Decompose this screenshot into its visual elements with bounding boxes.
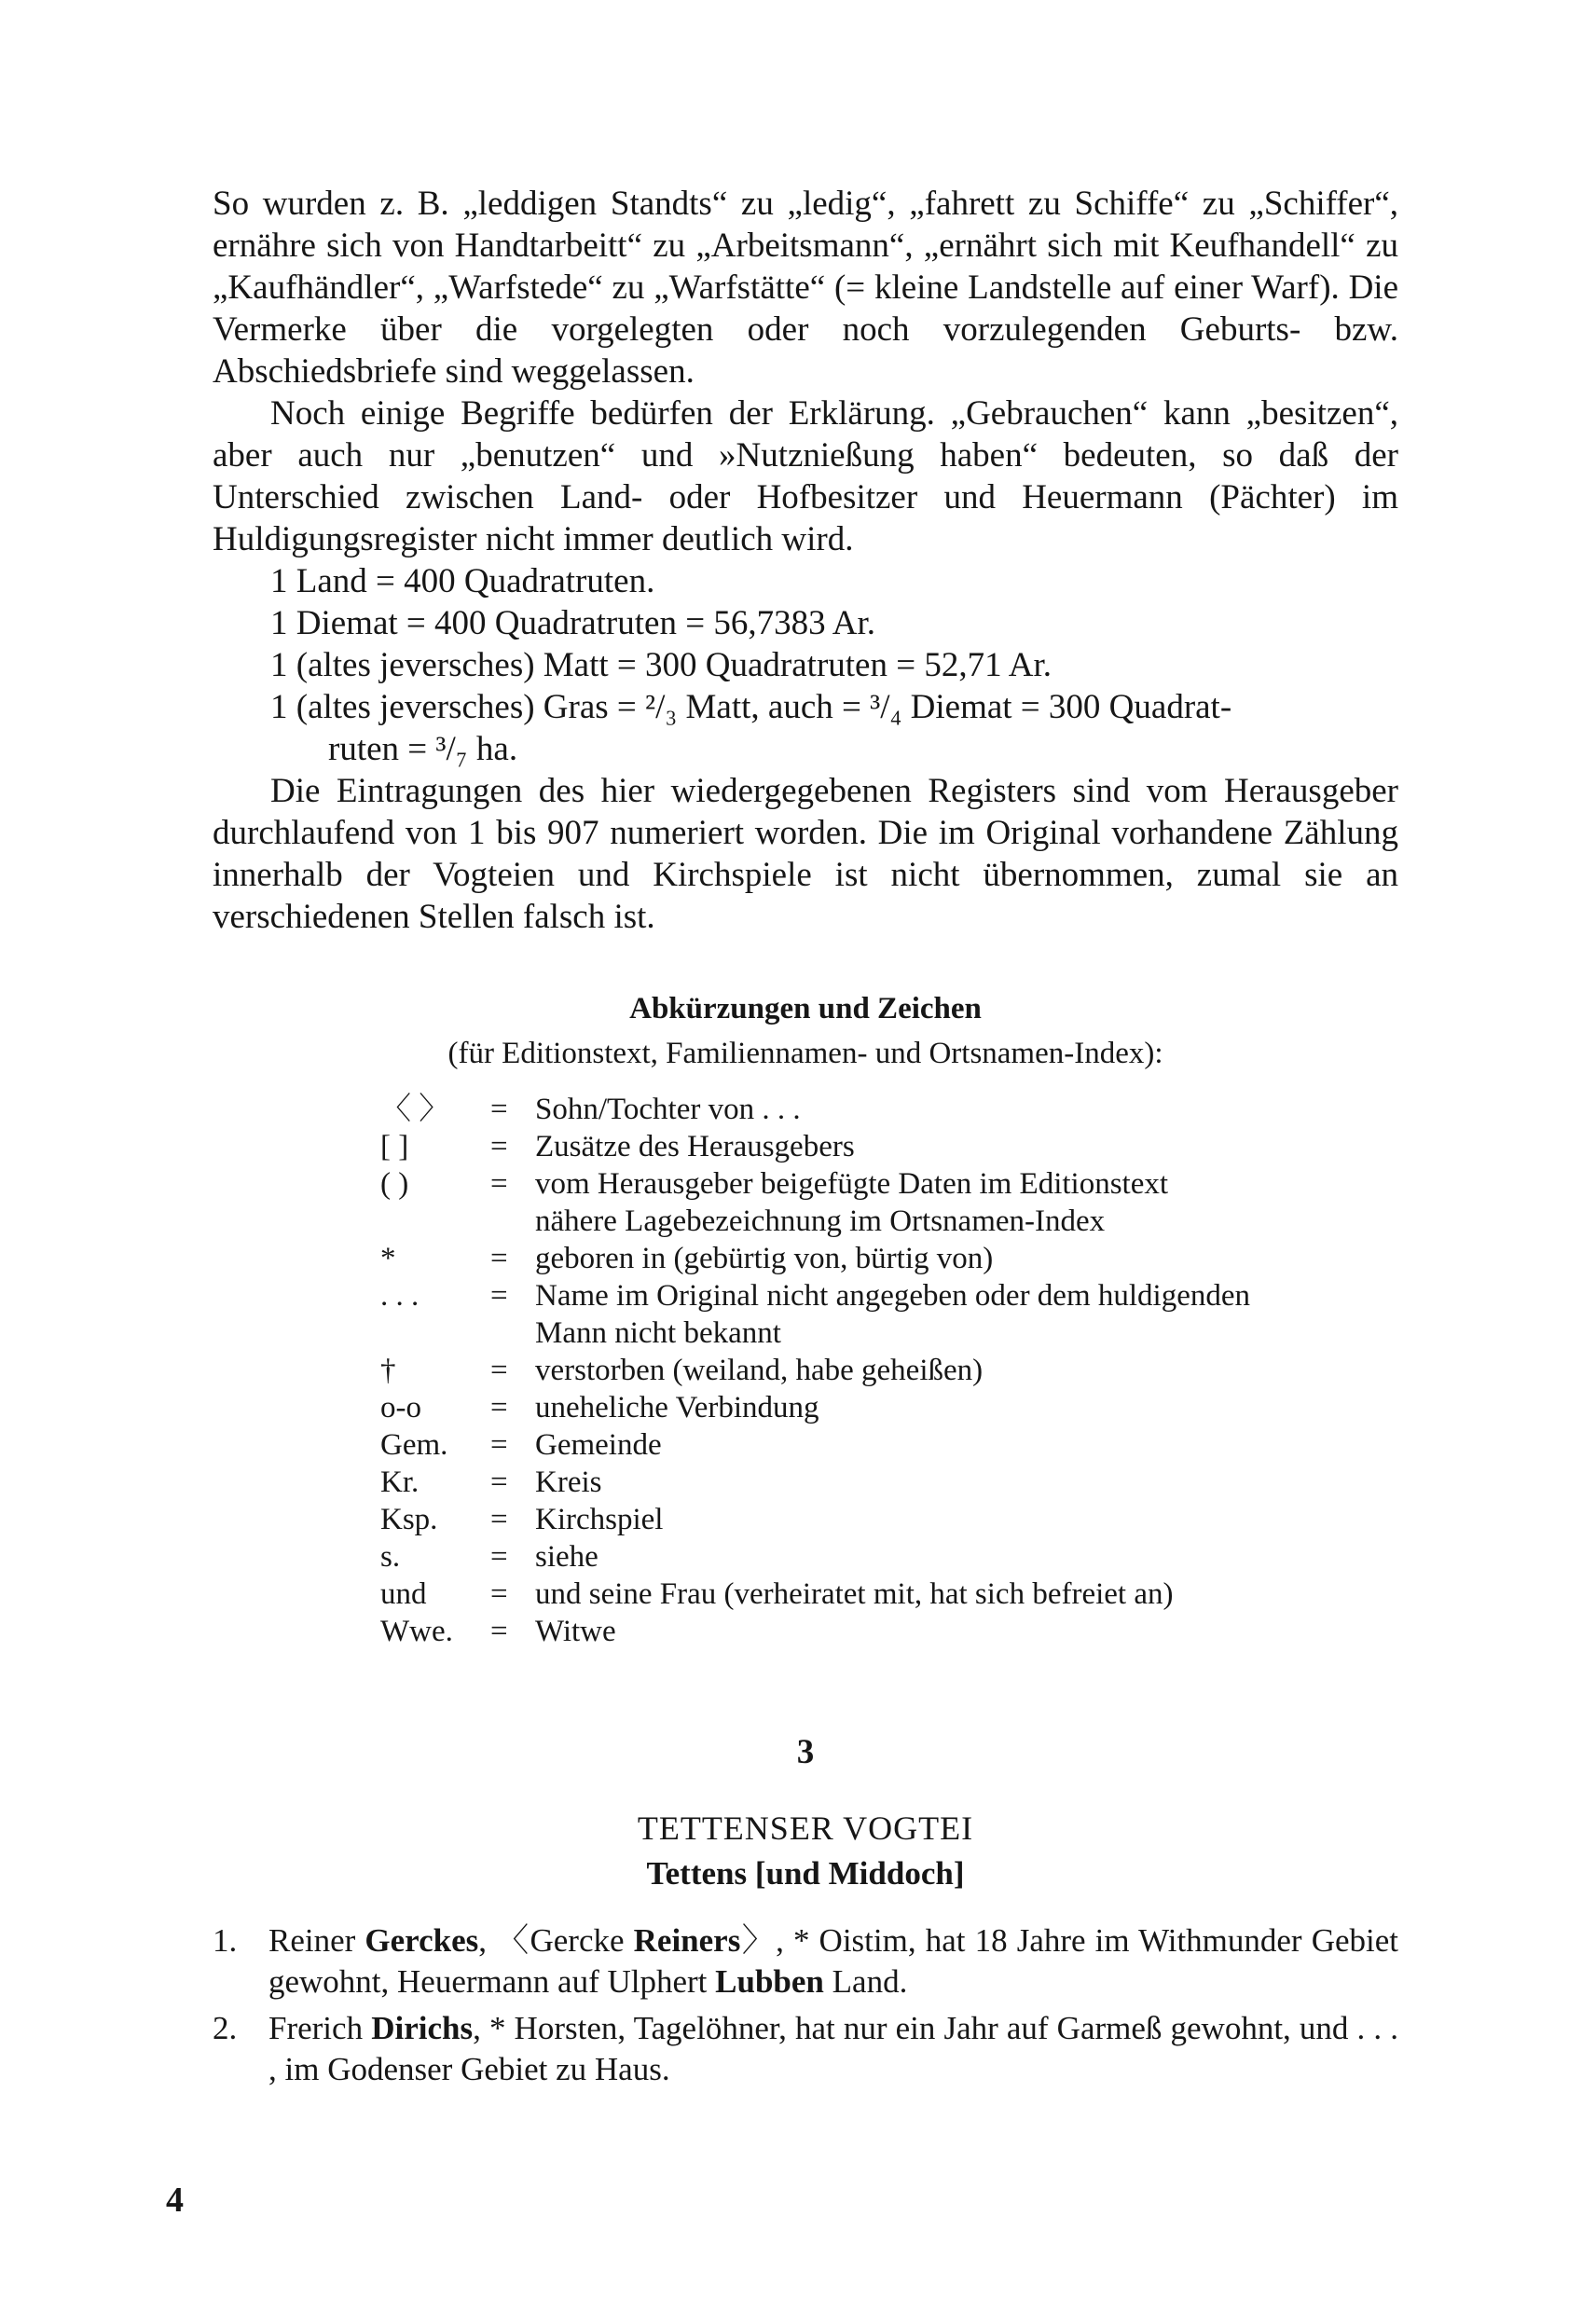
abbreviation-definition: siehe [535, 1540, 598, 1574]
abbreviation-symbol: und [380, 1577, 427, 1611]
abbreviation-symbol: Gem. [380, 1428, 448, 1462]
intro-paragraph-2: Noch einige Begriffe bedürfen der Erklärung. „Gebrauchen“ kann „besitzen“, aber auch nur „benutzen“ und »Nutznießung haben“ bedeuten, so daß der Unterschied zwischen Land- oder Hofbesitzer und Heuermann (Pächter) im Huldigungsregister nicht immer deutlich wird. [213, 394, 1398, 558]
abbreviation-definition: uneheliche Verbindung [535, 1391, 819, 1424]
abbreviation-symbol: 〈 〉 [380, 1093, 450, 1126]
unit-definition: 1 Diemat = 400 Quadratruten = 56,7383 Ar. [270, 604, 876, 642]
unit-definition-gras [270, 686, 1398, 770]
unit-definition: 1 Land = 400 Quadratruten. [270, 562, 655, 600]
abbreviations-list [380, 1091, 1369, 1650]
intro-paragraph-1: So wurden z. B. „leddigen Standts“ zu „ledig“, „fahrett zu Schiffe“ zu „Schiffer“, ernähre sich von Handtarbeitt“ zu „Arbeitsmann“, „ernährt sich mit Keufhandell“ zu „Kaufhändler“, „Warfstede“ zu „Warfstätte“ (= kleine Landstelle auf einer Warf). Die Vermerke über die vorgelegten oder noch vorzulegenden Geburts- bzw. Abschiedsbriefe sind weggelassen. [213, 185, 1398, 391]
equals-sign: = [490, 1428, 508, 1462]
abbreviation-symbol: Kr. [380, 1466, 420, 1499]
definition-line: Name im Original nicht angegeben oder dem huldigenden [535, 1279, 1251, 1313]
section-number: 3 [796, 1733, 815, 1771]
equals-sign: = [490, 1167, 508, 1201]
abbreviation-row [380, 1128, 1369, 1165]
section-title: TETTENSER VOGTEI [637, 1810, 974, 1847]
abbreviation-row [380, 1091, 1369, 1128]
abbreviation-definition: geboren in (gebürtig von, bürtig von) [535, 1242, 994, 1275]
register-entries [213, 1920, 1398, 2096]
equals-sign: = [490, 1391, 508, 1424]
register-entry [213, 2008, 1398, 2090]
abbreviation-symbol: . . . [380, 1279, 420, 1313]
abbreviation-row [380, 1277, 1369, 1352]
abbreviation-definition: Kreis [535, 1466, 602, 1499]
abbreviation-row [380, 1501, 1369, 1538]
abbreviation-symbol: Ksp. [380, 1503, 438, 1536]
abbreviation-row [380, 1389, 1369, 1426]
abbreviation-row [380, 1426, 1369, 1464]
intro-section [213, 183, 1398, 938]
abbreviation-row [380, 1352, 1369, 1389]
abbreviation-row [380, 1576, 1369, 1613]
entry-text-part: Frerich [268, 2010, 372, 2046]
abbreviation-symbol: [ ] [380, 1130, 409, 1163]
entry-text [268, 2008, 1398, 2090]
abbreviations-subtitle: (für Editionstext, Familiennamen- und Ortsnamen-Index): [447, 1037, 1163, 1070]
abbreviation-definition: verstorben (weiland, habe geheißen) [535, 1354, 984, 1387]
abbreviation-symbol: ( ) [380, 1167, 409, 1201]
entry-text-part: 〉, * Oistim, hat 18 Jahre im Withmunder Gebiet gewohnt, Heuermann auf Ulphert [268, 1922, 1398, 2000]
equals-sign: = [490, 1466, 508, 1499]
equals-sign: = [490, 1615, 508, 1648]
equals-sign: = [490, 1130, 508, 1163]
abbreviation-row [380, 1464, 1369, 1501]
abbreviation-definition: Kirchspiel [535, 1503, 664, 1536]
entry-text-part: Reiner [268, 1922, 365, 1959]
section-subtitle: Tettens [und Middoch] [646, 1855, 965, 1892]
abbreviation-row [380, 1240, 1369, 1277]
abbreviation-definition: Zusätze des Herausgebers [535, 1130, 855, 1163]
abbreviation-row [380, 1165, 1369, 1240]
definition-line: vom Herausgeber beigefügte Daten im Editionstext [535, 1167, 1169, 1201]
surname: Lubben [715, 1963, 824, 2000]
abbreviation-row [380, 1538, 1369, 1576]
abbreviation-definition [535, 1277, 1369, 1352]
entry-number: 2. [213, 2010, 238, 2046]
abbreviation-definition: Witwe [535, 1615, 616, 1648]
equals-sign: = [490, 1540, 508, 1574]
surname: Gerckes [365, 1922, 479, 1959]
abbreviation-symbol: s. [380, 1540, 401, 1574]
surname: Reiners [633, 1922, 741, 1959]
abbreviation-definition: Gemeinde [535, 1428, 662, 1462]
surname: Dirichs [371, 2010, 474, 2046]
abbreviations-title: Abkürzungen und Zeichen [629, 992, 982, 1025]
abbreviation-definition [535, 1165, 1369, 1240]
intro-paragraph-3: Die Eintragungen des hier wiedergegebenen Registers sind vom Herausgeber durchlaufend von 1 bis 907 numeriert worden. Die im Original vorhandene Zählung innerhalb der Vogteien und Kirchspiele ist nicht übernommen, zumal sie an verschiedenen Stellen falsch ist. [213, 772, 1398, 936]
entry-number: 1. [213, 1922, 238, 1959]
equals-sign: = [490, 1577, 508, 1611]
abbreviation-symbol: * [380, 1242, 396, 1275]
abbreviation-definition: und seine Frau (verheiratet mit, hat sich befreiet an) [535, 1577, 1174, 1611]
unit-line-continuation: ruten = ³/₇ ha. [328, 730, 518, 768]
abbreviation-symbol: o-o [380, 1391, 421, 1424]
definition-line: nähere Lagebezeichnung im Ortsnamen-Index [535, 1204, 1106, 1238]
entry-text-part: Land. [823, 1963, 908, 2000]
entry-text-part: , * Horsten, Tagelöhner, hat nur ein Jahr auf Garmeß gewohnt, und . . . , im Godenser Gebiet zu Haus. [268, 2010, 1398, 2087]
abbreviation-row [380, 1613, 1369, 1650]
entry-text-part: , 〈Gercke [478, 1922, 634, 1959]
abbreviation-definition: Sohn/Tochter von . . . [535, 1093, 801, 1126]
equals-sign: = [490, 1279, 508, 1313]
unit-definition: 1 (altes jeversches) Matt = 300 Quadratruten = 52,71 Ar. [270, 646, 1053, 684]
entry-text [268, 1920, 1398, 2002]
equals-sign: = [490, 1242, 508, 1275]
equals-sign: = [490, 1093, 508, 1126]
register-entry [213, 1920, 1398, 2002]
unit-line: 1 (altes jeversches) Gras = ²/₃ Matt, auch = ³/₄ Diemat = 300 Quadrat- [270, 688, 1232, 726]
definition-line: Mann nicht bekannt [535, 1316, 781, 1350]
abbreviation-symbol: Wwe. [380, 1615, 453, 1648]
page-number: 4 [166, 2181, 184, 2220]
equals-sign: = [490, 1354, 508, 1387]
abbreviation-symbol: † [380, 1354, 396, 1387]
equals-sign: = [490, 1503, 508, 1536]
